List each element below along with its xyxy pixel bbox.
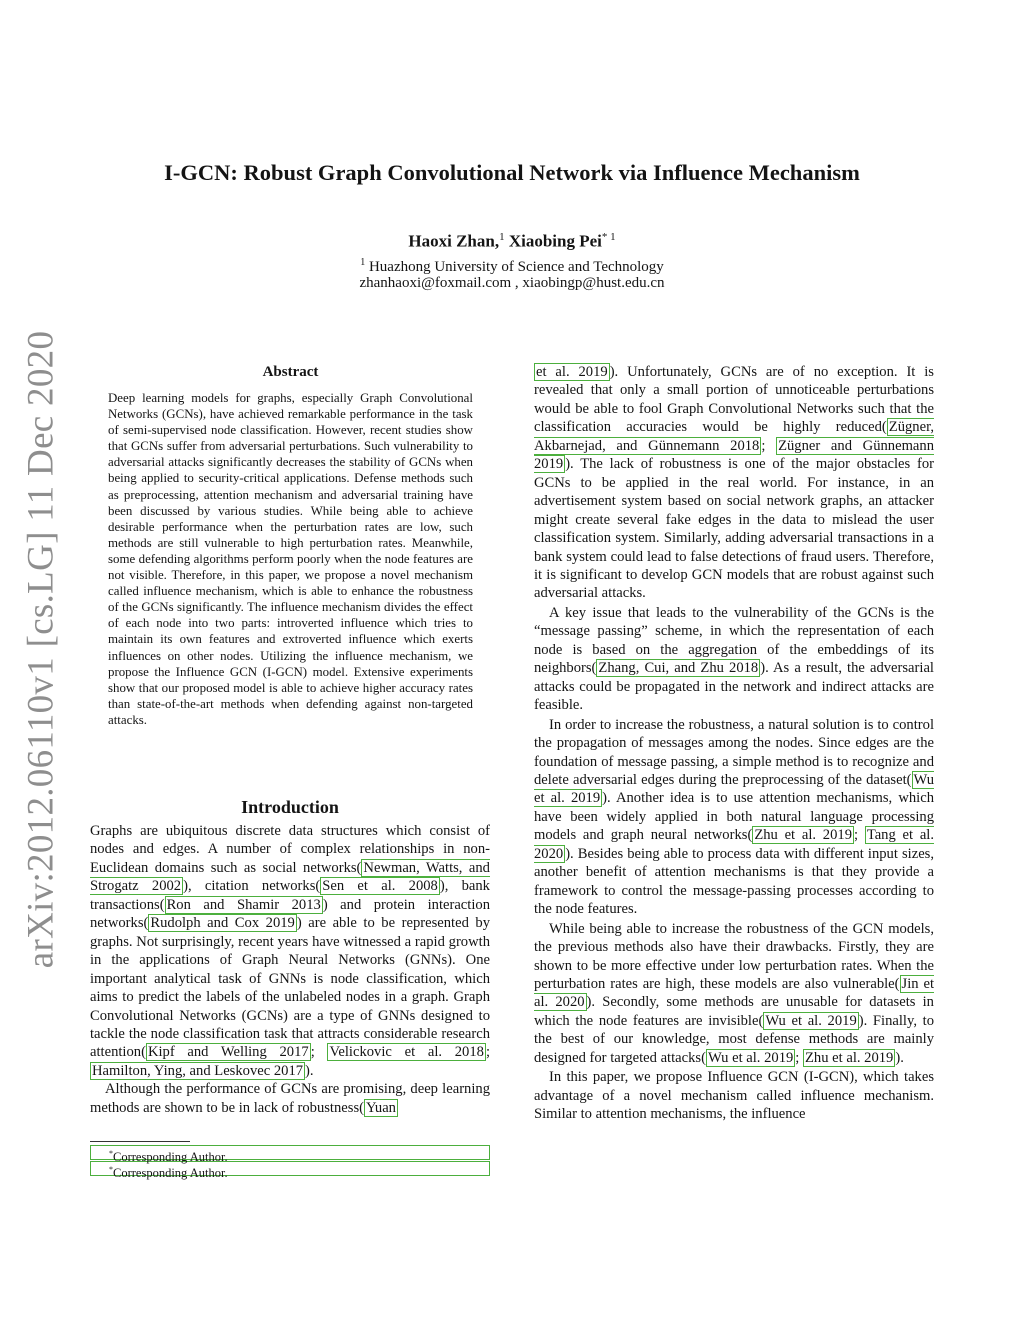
- body-paragraph: [534, 363, 934, 603]
- citation-link[interactable]: Zügner and Günnemann 2019: [534, 437, 934, 473]
- introduction-heading: Introduction: [241, 797, 339, 817]
- paragraph-text: ).: [305, 1062, 314, 1079]
- right-column-body: [534, 363, 934, 1124]
- footnote-divider: [90, 1141, 190, 1142]
- citation-link[interactable]: Yuan: [365, 1099, 396, 1116]
- paragraph-text: ). Another idea is to use attention mechanisms, which have been widely applied in both natural language processing models and graph neural networks(: [534, 790, 934, 844]
- citation-separator: ;: [795, 1049, 803, 1066]
- paragraph-text: While being able to increase the robustness of the GCN models, the previous methods also have their drawbacks. Firstly, they are shown to be more effective under low perturbation rates. When the perturbation rates are high, these models are also vulnerable(: [534, 920, 934, 992]
- footnote-link[interactable]: [90, 1161, 490, 1181]
- footnote-link[interactable]: [90, 1145, 490, 1165]
- citation-separator: ;: [310, 1044, 328, 1061]
- citation-link[interactable]: Zhu et al. 2019: [754, 827, 852, 844]
- paragraph-text: ), bank transactions(: [90, 878, 490, 913]
- abstract-text: Deep learning models for graphs, especially Graph Convolutional Networks (GCNs), have achieved remarkable performance in the task of semi-supervised node classification. However, recent studies show that GCNs suffer from adversarial perturbations. Such vulnerability to adversarial attacks significantly decreases the stability of GCNs when being applied to security-critical applications. Defense methods such as preprocessing, attention mechanism and adversarial training have been discussed by various studies. While being able to achieve desirable performance when the perturbation rates are low, such methods are still vulnerable to high perturbation rates. Meanwhile, some defending algorithms perform poorly when the node features are not visible. Therefore, in this paper, we propose a novel mechanism called influence mechanism, which is able to enhance the robustness of the GCNs significantly. The influence mechanism divides the effect of each node into two parts: introverted influence which tries to maintain its own features and extroverted influence which exerts influences on other nodes. Utilizing the influence mechanism, we propose the Influence GCN (I-GCN) model. Extensive experiments show that our proposed model is able to achieve higher accuracy rates than state-of-the-art methods when defending against non-targeted attacks.: [108, 391, 473, 727]
- footnotes: [90, 1145, 490, 1181]
- paragraph-text: ) are able to be represented by graphs. Not surprisingly, recent years have witnessed a rapid growth in the applications of Graph Neural Networks (GNNs). One important analytical task of GNNs is node classification, which aims to predict the labels of the unlabeled nodes in a graph. Graph Convolutional Networks (GCNs) are a type of GNNs designed to tackle the node classification task that attracts considerable research attention(: [90, 915, 490, 1061]
- citation-link[interactable]: Rudolph and Cox 2019: [150, 915, 295, 932]
- citation-link[interactable]: Jin et al. 2020: [534, 975, 934, 1011]
- citation-separator: ;: [854, 827, 865, 844]
- citation-link[interactable]: Wu et al. 2019: [534, 771, 934, 807]
- paragraph-text: ). Besides being able to process data with different input sizes, another benefit of attention mechanisms is that they provide a framework to control the message-passing processes according to the node features.: [534, 845, 934, 918]
- citation-link[interactable]: Zhu et al. 2019: [805, 1049, 894, 1066]
- paragraph-text: ). The lack of robustness is one of the major obstacles for GCNs to be applied in the real world. For instance, in an advertisement system based on social network graphs, an attacker might create several fake edges in the data to mislead the user classification system. Similarly, adding adversarial transactions in a bank system could lead to false detections of fraud users. Therefore, it is significant to develop GCN models that are robust against such adversarial attacks.: [534, 456, 934, 602]
- citation-link[interactable]: Sen et al. 2008: [322, 878, 438, 895]
- paragraph-text: ), citation networks(: [183, 878, 321, 895]
- paragraph-text: ) and protein interaction networks(: [90, 896, 490, 932]
- paragraph-text: A key issue that leads to the vulnerability of the GCNs is the “message passing” scheme, in which the representation of each node is based on the aggregation of the embeddings of its neighbors(: [534, 604, 934, 677]
- arxiv-identifier-stamp: [20, 330, 62, 968]
- citation-link[interactable]: Tang et al. 2020: [534, 827, 935, 862]
- body-paragraph: [534, 920, 934, 1068]
- affiliation-line: [0, 257, 1024, 276]
- footnote-mark: *: [109, 1149, 113, 1158]
- paragraph-text: Graphs are ubiquitous discrete data structures which consist of nodes and edges. A number of complex relationships in non-Euclidean domains such as social networks(: [90, 823, 490, 876]
- affiliation-mark: 1: [360, 257, 366, 268]
- body-paragraph: [534, 716, 934, 919]
- footnote-mark: *: [109, 1165, 113, 1174]
- citation-link[interactable]: Zhang, Cui, and Zhu 2018: [598, 660, 759, 677]
- left-column-body: [90, 822, 490, 1117]
- author-emails: zhanhaoxi@foxmail.com , xiaobingp@hust.edu.cn: [359, 275, 665, 291]
- paragraph-text: In this paper, we propose Influence GCN (I-GCN), which takes advantage of a novel mechanism called influence mechanism. Similar to attention mechanisms, the influence: [534, 1069, 934, 1123]
- paper-title: I-GCN: Robust Graph Convolutional Network via Influence Mechanism: [164, 160, 860, 185]
- abstract-heading: Abstract: [262, 364, 319, 380]
- citation-link[interactable]: Hamilton, Ying, and Leskovec 2017: [92, 1062, 304, 1079]
- citation-link[interactable]: Kipf and Welling 2017: [147, 1044, 309, 1061]
- paragraph-text: ). Finally, to the best of our knowledge, most defense methods are mainly designed for targeted attacks(: [534, 1012, 934, 1066]
- paragraph-text: Although the performance of GCNs are promising, deep learning methods are shown to be in lack of robustness(: [90, 1081, 490, 1116]
- citation-link[interactable]: Zügner, Akbarnejad, and Günnemann 2018: [534, 419, 934, 454]
- citation-link[interactable]: Wu et al. 2019: [765, 1012, 857, 1029]
- footnote-text: Corresponding Author.: [113, 1166, 228, 1181]
- paragraph-text: In order to increase the robustness, a natural solution is to control the propagation of messages among the nodes. Since edges are the foundation of message passing, a simple method is to recognize and delete adversarial edges during the preprocessing of the dataset(: [534, 716, 934, 788]
- introduction-paragraph: [90, 822, 490, 1080]
- citation-link[interactable]: Newman, Watts, and Strogatz 2002: [90, 859, 490, 895]
- introduction-paragraph: [90, 1080, 490, 1117]
- affiliation-name: Huazhong University of Science and Technology: [368, 259, 664, 275]
- paragraph-text: ).: [895, 1049, 904, 1066]
- arxiv-identifier-text: arXiv:2012.06110v1 [cs.LG] 11 Dec 2020: [20, 330, 62, 968]
- citation-link[interactable]: Wu et al. 2019: [707, 1049, 794, 1066]
- body-paragraph: [534, 1068, 934, 1123]
- paragraph-text: ). As a result, the adversarial attacks could be propagated in the network and indirect attacks are feasible.: [534, 660, 934, 714]
- author-name: Haoxi Zhan,: [408, 231, 500, 251]
- paragraph-text: ). Secondly, some methods are unusable for datasets in which the node features are invisible(: [534, 994, 934, 1029]
- author-line: [0, 231, 1024, 252]
- author-affiliation-mark: * 1: [601, 231, 616, 243]
- body-paragraph: [534, 604, 934, 715]
- citation-separator: ;: [761, 437, 777, 454]
- citation-link[interactable]: Velickovic et al. 2018: [329, 1044, 484, 1061]
- author-affiliation-mark: 1: [499, 231, 505, 243]
- citation-link[interactable]: et al. 2019: [536, 364, 608, 380]
- author-name: Xiaobing Pei: [508, 231, 602, 251]
- paragraph-text: ). Unfortunately, GCNs are of no exception. It is revealed that only a small portion of unnoticeable perturbations would be able to fool Graph Convolutional Networks such that the classification accuracies would be highly reduced(: [534, 364, 934, 436]
- citation-link[interactable]: Ron and Shamir 2013: [166, 896, 321, 913]
- footnote-text: Corresponding Author.: [113, 1150, 228, 1165]
- citation-separator: ;: [485, 1044, 490, 1061]
